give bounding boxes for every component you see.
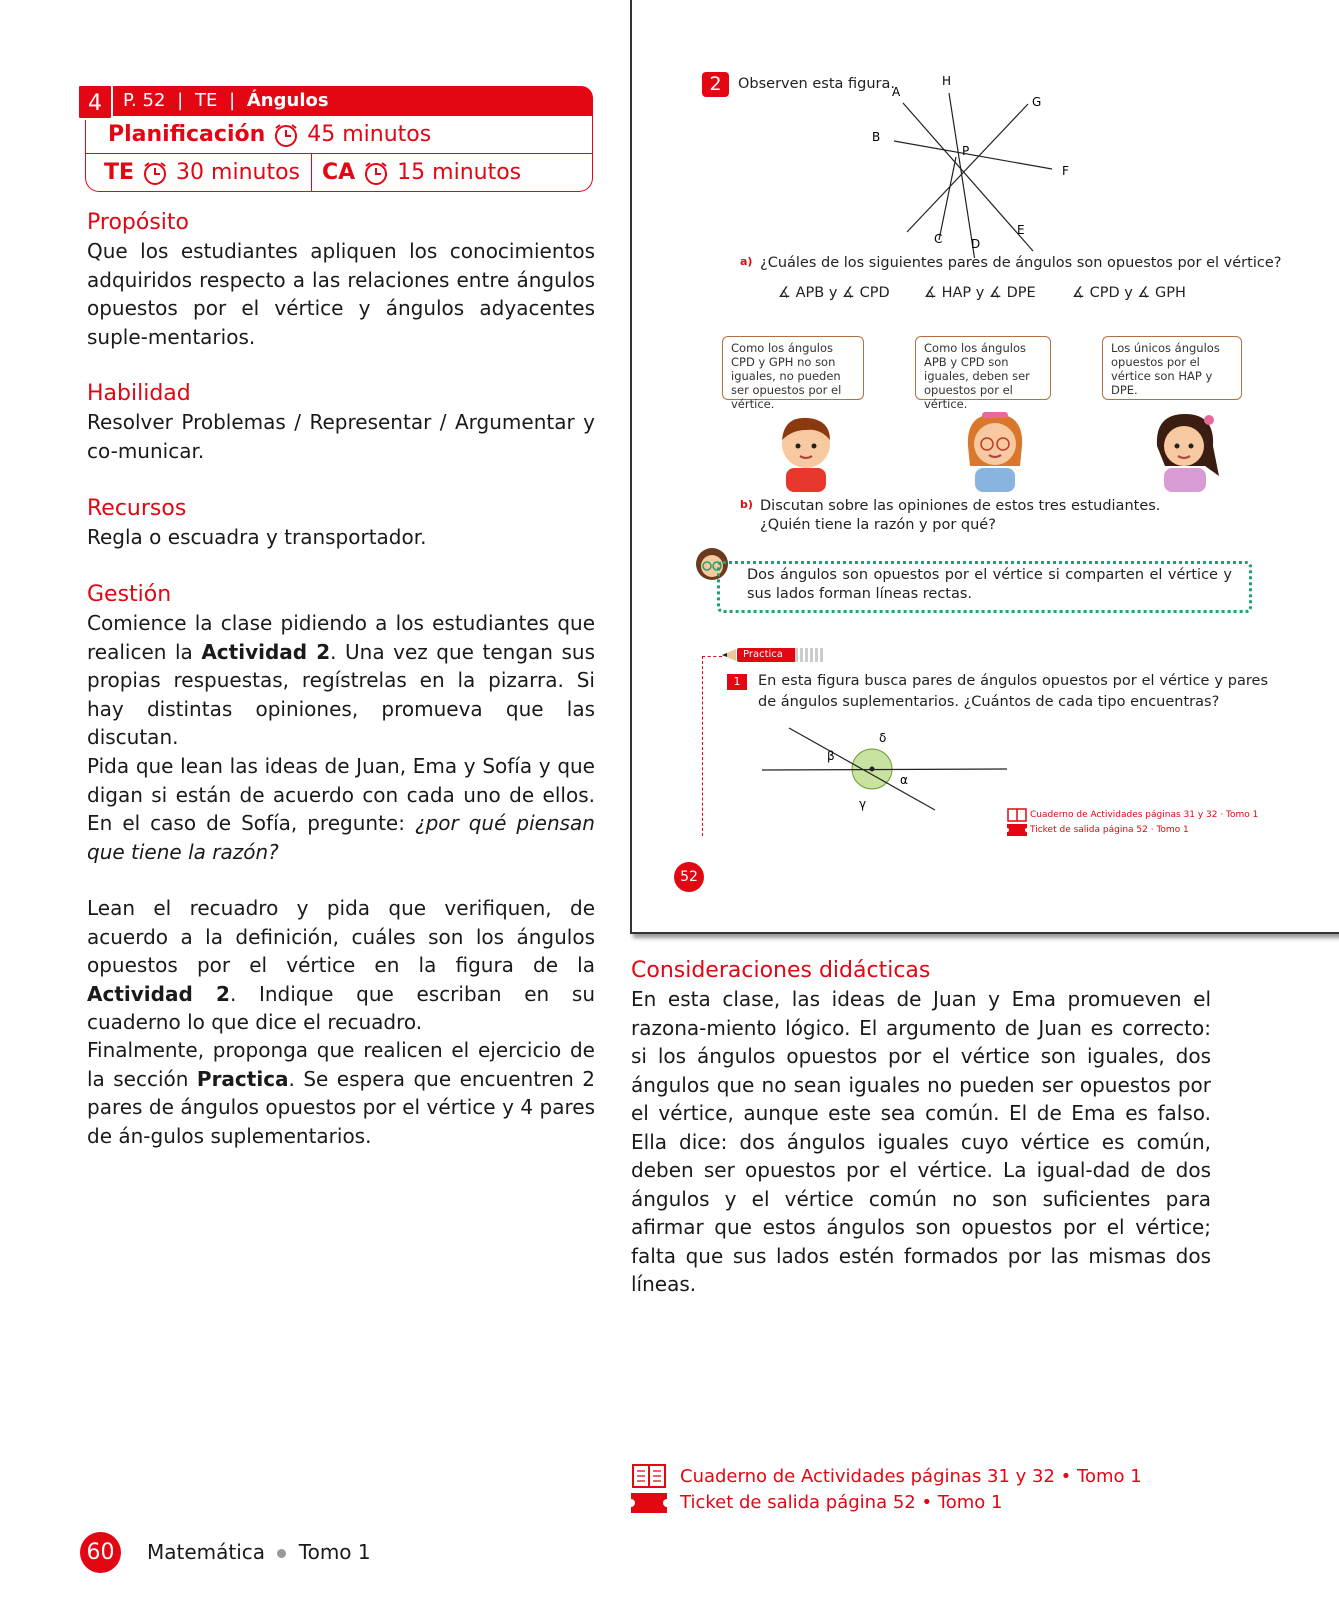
speech-bubble-sofia: Los únicos ángulos opuestos por el vértice son HAP y DPE. bbox=[1102, 336, 1242, 400]
recursos-text: Regla o escuadra y transportador. bbox=[87, 525, 427, 549]
topic: Ángulos bbox=[246, 90, 329, 111]
label-delta: δ bbox=[879, 731, 887, 745]
definition-text: Dos ángulos son opuestos por el vértice si comparten el vértice y sus lados forman líneas rectas. bbox=[747, 567, 1232, 602]
boy-juan-icon bbox=[770, 410, 840, 492]
label-alpha: α bbox=[900, 773, 908, 787]
book-icon bbox=[1007, 808, 1027, 822]
workbook-page-thumbnail bbox=[630, 0, 1339, 934]
workbook-ref-1: Cuaderno de Actividades páginas 31 y 32 · Tomo 1 bbox=[1030, 810, 1259, 820]
gestion-paragraph-3: Lean el recuadro y pida que verifiquen, de acuerdo a la definición, cuáles son los ángulos opuestos por el vértice en la figura de la Actividad 2. Indique que escriban en su cuaderno lo que dice el recuadro. bbox=[87, 896, 595, 1034]
exercise-text: En esta figura busca pares de ángulos opuestos por el vértice y pares de ángulos suplementarios. ¿Cuántos de cada tipo encuentras? bbox=[758, 673, 1268, 710]
time-split-row bbox=[85, 154, 593, 192]
recursos-title: Recursos bbox=[87, 496, 187, 521]
te-time: 30 minutos bbox=[176, 160, 301, 185]
girl-ema-icon bbox=[960, 406, 1030, 492]
question-b-line-2: ¿Quién tiene la razón y por qué? bbox=[760, 517, 996, 533]
activity-number: 2 bbox=[702, 72, 729, 97]
proposito-title: Propósito bbox=[87, 210, 189, 235]
workbook-page-number: 52 bbox=[674, 862, 704, 892]
te-label: TE bbox=[104, 160, 135, 185]
speech-bubble-ema: Como los ángulos APB y CPD son iguales, deben ser opuestos por el vértice. bbox=[915, 336, 1051, 400]
ticket-icon bbox=[631, 1493, 667, 1513]
gestion-paragraph-4: Finalmente, proponga que realicen el ejercicio de la sección Practica. Se espera que encuentren 2 pares de ángulos opuestos por el vértice y 4 pares de án-gulos suplementarios. bbox=[87, 1038, 595, 1148]
habilidad-text: Resolver Problemas / Representar / Argumentar y co-municar. bbox=[87, 410, 595, 463]
alarm-clock-icon bbox=[142, 160, 168, 186]
label-E: E bbox=[1017, 223, 1025, 237]
question-b-letter: b) bbox=[740, 498, 753, 511]
bullet-icon bbox=[277, 1549, 286, 1558]
activity-text: Observen esta figura. bbox=[738, 76, 895, 92]
question-a-text: ¿Cuáles de los siguientes pares de ángulos son opuestos por el vértice? bbox=[760, 255, 1282, 271]
book-icon bbox=[631, 1463, 667, 1489]
practica-bracket bbox=[702, 656, 722, 836]
consideraciones-text: En esta clase, las ideas de Juan y Ema promueven el razona-miento lógico. El argumento de Juan es correcto: si los ángulos opuestos por el vértice son iguales, dos ángulos que no sean iguales no pueden ser opuestos por el vértice, aunque este sea común. El de Ema es falso. Ella dice: dos ángulos iguales cuyo vértice es común, deben ser opuestos por el vértice. La igual-dad de dos ángulos y el vértice común no son suficientes para afirmar que estos ángulos son opuestos por el vértice; falta que sus lados estén formados por las mismas dos líneas. bbox=[631, 987, 1211, 1296]
pencil-eraser-icon bbox=[795, 648, 823, 662]
label-A: A bbox=[892, 85, 901, 99]
planning-row bbox=[85, 116, 593, 154]
page-number: 60 bbox=[80, 1532, 121, 1573]
exercise-number: 1 bbox=[727, 674, 747, 690]
proposito-text: Que los estudiantes apliquen los conocimientos adquiridos respecto a las relaciones entre ángulos opuestos por el vértice y ángulos adyacentes suple-mentarios. bbox=[87, 239, 595, 349]
te-ref: TE bbox=[194, 90, 218, 111]
lesson-header bbox=[85, 86, 593, 192]
lesson-number: 4 bbox=[77, 84, 113, 120]
question-b-line-1: Discutan sobre las opiniones de estos tres estudiantes. bbox=[760, 498, 1161, 514]
plan-time: 45 minutos bbox=[307, 122, 432, 147]
pair-2: ∡ HAP y ∡ DPE bbox=[924, 285, 1036, 301]
label-F: F bbox=[1062, 164, 1069, 178]
label-B: B bbox=[872, 130, 881, 144]
gestion-title: Gestión bbox=[87, 582, 172, 607]
girl-sofia-icon bbox=[1147, 406, 1227, 492]
pair-3: ∡ CPD y ∡ GPH bbox=[1072, 285, 1186, 301]
habilidad-title: Habilidad bbox=[87, 381, 191, 406]
page-ref: P. 52 bbox=[123, 90, 166, 111]
footer-ref-cuaderno: Cuaderno de Actividades páginas 31 y 32 • Tomo 1 bbox=[680, 1466, 1142, 1487]
label-H: H bbox=[942, 74, 952, 88]
label-beta: β bbox=[827, 749, 835, 763]
label-P: P bbox=[962, 144, 970, 158]
practica-label: Practica bbox=[737, 648, 823, 662]
label-D: D bbox=[971, 237, 981, 251]
workbook-ref-2: Ticket de salida página 52 · Tomo 1 bbox=[1030, 825, 1189, 835]
header-bar: P. 52 | TE | Ángulos bbox=[85, 86, 593, 116]
plan-label: Planificación bbox=[108, 122, 266, 147]
label-C: C bbox=[934, 232, 943, 246]
pair-1: ∡ APB y ∡ CPD bbox=[778, 285, 890, 301]
ticket-icon bbox=[1007, 824, 1027, 836]
angles-figure bbox=[852, 68, 1092, 258]
ca-label: CA bbox=[322, 160, 356, 185]
label-gamma: γ bbox=[859, 797, 867, 811]
label-G: G bbox=[1032, 95, 1042, 109]
speech-bubble-juan: Como los ángulos CPD y GPH no son iguales, no pueden ser opuestos por el vértice. bbox=[722, 336, 864, 400]
consideraciones-title: Consideraciones didácticas bbox=[631, 958, 931, 983]
gestion-paragraph-1: Comience la clase pidiendo a los estudiantes que realicen la Actividad 2. Una vez que tengan sus propias respuestas, regístrelas en la pizarra. Si hay distintas opiniones, promueva que las discutan. bbox=[87, 611, 595, 749]
footer-ref-ticket: Ticket de salida página 52 • Tomo 1 bbox=[680, 1492, 1003, 1513]
page-footer-book: Matemática Tomo 1 bbox=[147, 1540, 371, 1564]
ca-time: 15 minutos bbox=[397, 160, 522, 185]
intersecting-lines-figure bbox=[757, 726, 1017, 826]
alarm-clock-icon bbox=[273, 122, 299, 148]
question-a-letter: a) bbox=[740, 255, 753, 268]
alarm-clock-icon bbox=[363, 160, 389, 186]
gestion-paragraph-2: Pida que lean las ideas de Juan, Ema y Sofía y que digan si están de acuerdo con cada uno de ellos. En el caso de Sofía, pregunte: ¿por qué piensan que tiene la razón? bbox=[87, 754, 595, 864]
